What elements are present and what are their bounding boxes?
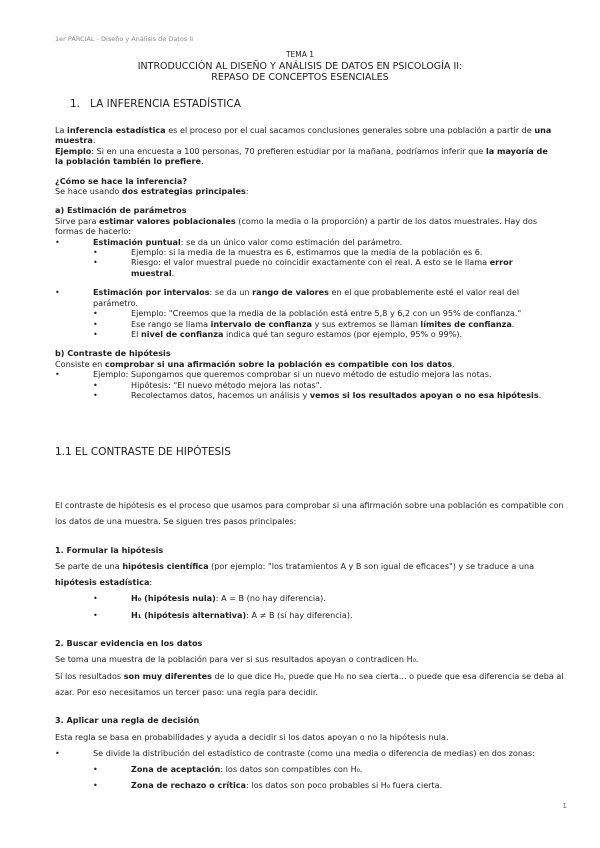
list-item: • Estimación puntual: se da un único valor como estimación del parámetro. [55,237,555,247]
list-item: • H₁ (hipótesis alternativa): A ≠ B (sí hay diferencia). [55,607,575,623]
list-item: • Ese rango se llama intervalo de confianza y sus extremos se llaman límites de confianza. [55,319,555,329]
subheading: 1. Formular la hipótesis [55,544,164,555]
title-block [0,49,600,84]
list-item: • Estimación por intervalos: se da un rango de valores en el que probablemente esté el valor real del parámetro. [55,287,555,308]
section-heading-1 [70,98,241,110]
section-1-1-body [55,497,575,794]
list-item: • Ejemplo: si la media de la muestra es 6, estimamos que la media de la población es 6. [55,247,555,257]
list-item: • Hipótesis: "El nuevo método mejora las notas". [55,380,555,390]
paragraph: Ejemplo: Si en una encuesta a 100 personas, 70 prefieren estudiar por la mañana, podríamos inferir que la mayoría de la población también lo prefiere. [55,145,548,167]
subheading: ¿Cómo se hace la inferencia? [55,175,188,186]
section-heading-1-1: 1.1 EL CONTRASTE DE HIPÓTESIS [55,446,231,458]
list-item: • Ejemplo: "Creemos que la media de la población está entre 5,8 y 6,2 con un 95% de confianza." [55,308,555,318]
paragraph: Se hace usando dos estrategias principales: [55,186,249,197]
subheading: b) Contraste de hipótesis [55,348,171,359]
tema-label: TEMA 1 [285,50,315,59]
list-item: • Recolectamos datos, hacemos un análisis y vemos si los resultados apoyan o no esa hipótesis. [55,390,555,400]
paragraph: El contraste de hipótesis es el proceso que usamos para comprobar si una afirmación sobre una población es compatible con los datos de una muestra. Se siguen tres pasos principales: [55,500,564,527]
list-item: • Zona de aceptación: los datos son compatibles con H₀. [55,761,575,777]
list-item: • El nivel de confianza indica qué tan seguro estamos (por ejemplo, 95% o 99%). [55,329,555,339]
paragraph: Esta regla se basa en probabilidades y ayuda a decidir si los datos apoyan o no la hipótesis nula. [55,731,449,742]
subheading: a) Estimación de parámetros [55,205,187,216]
paragraph: Se parte de una hipótesis científica (por ejemplo: "los tratamientos A y B son igual de eficaces") y se traduce a una hipótesis estadística: [55,560,535,588]
paragraph: La inferencia estadística es el proceso por el cual sacamos conclusiones generales sobre una población a partir de una muestra. [55,125,552,146]
paragraph: Consiste en comprobar si una afirmación sobre la población es compatible con los datos. [55,358,455,369]
running-header: 1er PARCIAL - Diseño y Análisis de Datos II [55,35,194,43]
title-line-2: REPASO DE CONCEPTOS ESENCIALES [211,72,389,83]
list-item: • H₀ (hipótesis nula): A = B (no hay diferencia). [55,590,575,606]
subheading: 2. Buscar evidencia en los datos [55,638,203,649]
page-number: 1 [562,802,567,810]
paragraph: Sirve para estimar valores poblacionales (como la media o la proporción) a partir de los datos muestrales. Hay dos formas de hacerlo: [55,215,538,237]
list-item: • Riesgo: el valor muestral puede no coincidir exactamente con el real. A esto se le llama error muestral. [55,257,555,278]
list-item: • Ejemplo: Supongamos que queremos comprobar si un nuevo método de estudio mejora las notas. [55,369,555,379]
section-title: LA INFERENCIA ESTADÍSTICA [90,98,241,110]
title-line-1: INTRODUCCIÓN AL DISEÑO Y ANÁLISIS DE DATOS EN PSICOLOGÍA II: [137,60,463,72]
subheading: 3. Aplicar una regla de decisión [55,715,200,726]
section-number: 1. [70,98,81,110]
paragraph: Si los resultados son muy diferentes de lo que dice H₀, puede que H₀ no sea cierta... o puede que esa diferencia se deba al azar. Por eso necesitamos un tercer paso: una regla para decidir. [55,670,564,697]
section-1-body [55,125,555,400]
list-item: • Zona de rechazo o crítica: los datos son poco probables si H₀ fuera cierta. [55,777,575,793]
list-item: • Se divide la distribución del estadístico de contraste (como una media o diferencia de medias) en dos zonas: [55,745,575,761]
paragraph: Se toma una muestra de la población para ver si sus resultados apoyan o contradicen H₀. [55,654,419,665]
